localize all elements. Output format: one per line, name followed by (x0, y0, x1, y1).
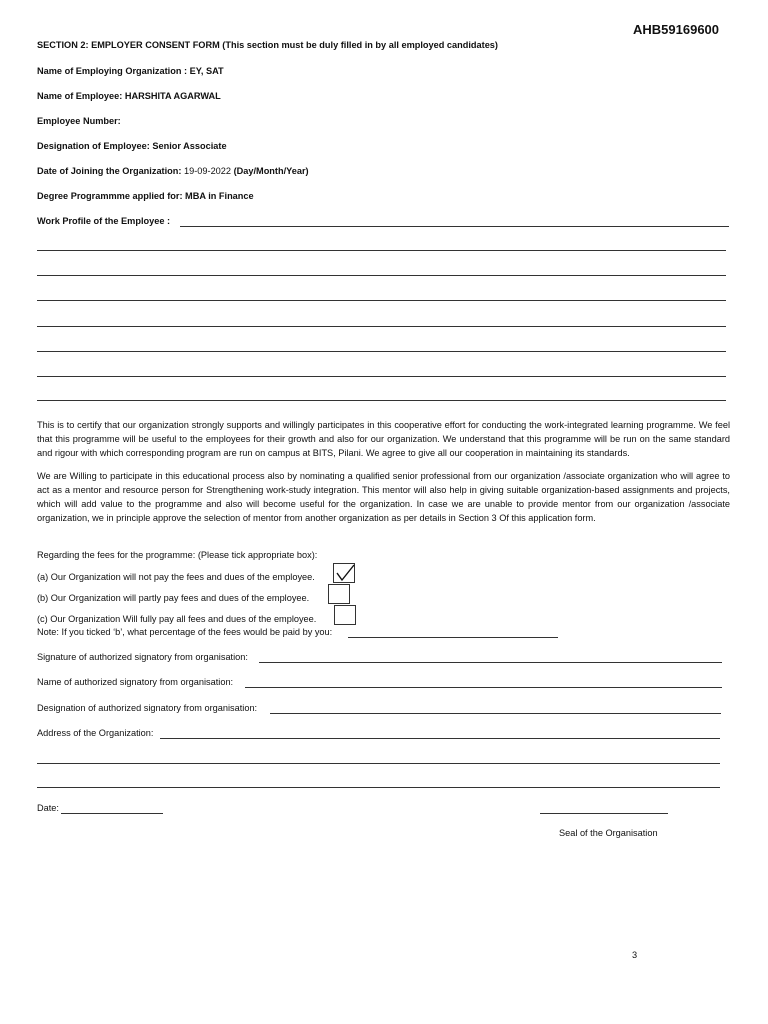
date-of-joining-value: 19-09-2022 (184, 166, 232, 176)
signature-label: Signature of authorized signatory from organisation: (37, 652, 248, 662)
date-line (61, 813, 163, 814)
signatory-designation-line (270, 713, 721, 714)
fee-percentage-note (37, 627, 332, 637)
work-profile-line (37, 250, 726, 251)
fee-option-c-label: (c) Our Organization Will fully pay all fees and dues of the employee. (37, 614, 317, 624)
section-heading: SECTION 2: EMPLOYER CONSENT FORM (This section must be duly filled in by all employed candidates) (37, 40, 498, 50)
work-profile-line (37, 400, 726, 401)
work-profile-line (37, 326, 726, 327)
date-of-joining-label: Date of Joining the Organization: (37, 166, 182, 176)
fee-percentage-note-label: Note: If you ticked ‘b’, what percentage of the fees would be paid by you: (37, 627, 333, 637)
address-line (37, 787, 720, 788)
fee-option-c-checkbox[interactable] (334, 605, 356, 625)
employee-name-field: Name of Employee: HARSHITA AGARWAL (37, 91, 221, 101)
mentor-paragraph: We are Willing to participate in this educational process also by nominating a qualified senior professional from our organization /associate organization who will agree to act as a mentor and resource person for Strengthening work-study integration. This mentor will also help in giving suitable organization-based assignments and projects, which will add value to the programme and also will become useful for the organization. In case we are unable to provide mentor from our organization /associate organization, we in principle approve the selection of mentor from another organization as per details in Section 3 Of this application form. (37, 471, 730, 523)
signatory-name-label: Name of authorized signatory from organisation: (37, 677, 234, 687)
work-profile-line (37, 300, 726, 301)
fee-option-a-label: (a) Our Organization will not pay the fees and dues of the employee. (37, 572, 315, 582)
signature-line (259, 662, 722, 663)
work-profile-line (37, 351, 726, 352)
work-profile-label: Work Profile of the Employee : (37, 216, 171, 226)
work-profile-line (37, 376, 726, 377)
seal-line (540, 813, 668, 814)
employee-number-field: Employee Number: (37, 116, 121, 126)
fee-option-b-checkbox[interactable] (328, 584, 350, 604)
signatory-designation-label: Designation of authorized signatory from organisation: (37, 703, 258, 713)
signatory-name-line (245, 687, 722, 688)
page-number: 3 (632, 950, 638, 960)
fee-option-b-label: (b) Our Organization will partly pay fees and dues of the employee. (37, 593, 310, 603)
date-label: Date: (37, 803, 59, 813)
certification-paragraph: This is to certify that our organization strongly supports and willingly participates in this cooperative effort for conducting the work-integrated learning programme. We feel that this programme will be useful to the employees for their growth and also for our organization. We understand that this programme will be run on the same standard and rigour with which corresponding program are run on campus at BITS, Pilani. We agree to give all our cooperation in maintaining its standards. (37, 420, 730, 458)
fee-percentage-line (348, 637, 558, 638)
work-profile-line (37, 275, 726, 276)
address-line (160, 738, 720, 739)
work-profile-line (180, 226, 729, 227)
seal-label: Seal of the Organisation (559, 828, 658, 838)
address-label: Address of the Organization: (37, 728, 154, 738)
checkmark-icon (334, 564, 356, 584)
address-line (37, 763, 720, 764)
date-format-hint: (Day/Month/Year) (233, 166, 309, 176)
fee-option-a-checkbox[interactable] (333, 563, 355, 583)
date-of-joining-field (37, 166, 309, 176)
fees-question: Regarding the fees for the programme: (Please tick appropriate box): (37, 550, 318, 560)
designation-field: Designation of Employee: Senior Associate (37, 141, 227, 151)
document-id: AHB59169600 (633, 22, 720, 37)
organization-field: Name of Employing Organization : EY, SAT (37, 66, 224, 76)
degree-field: Degree Programmme applied for: MBA in Finance (37, 191, 254, 201)
work-profile-field (37, 216, 170, 226)
